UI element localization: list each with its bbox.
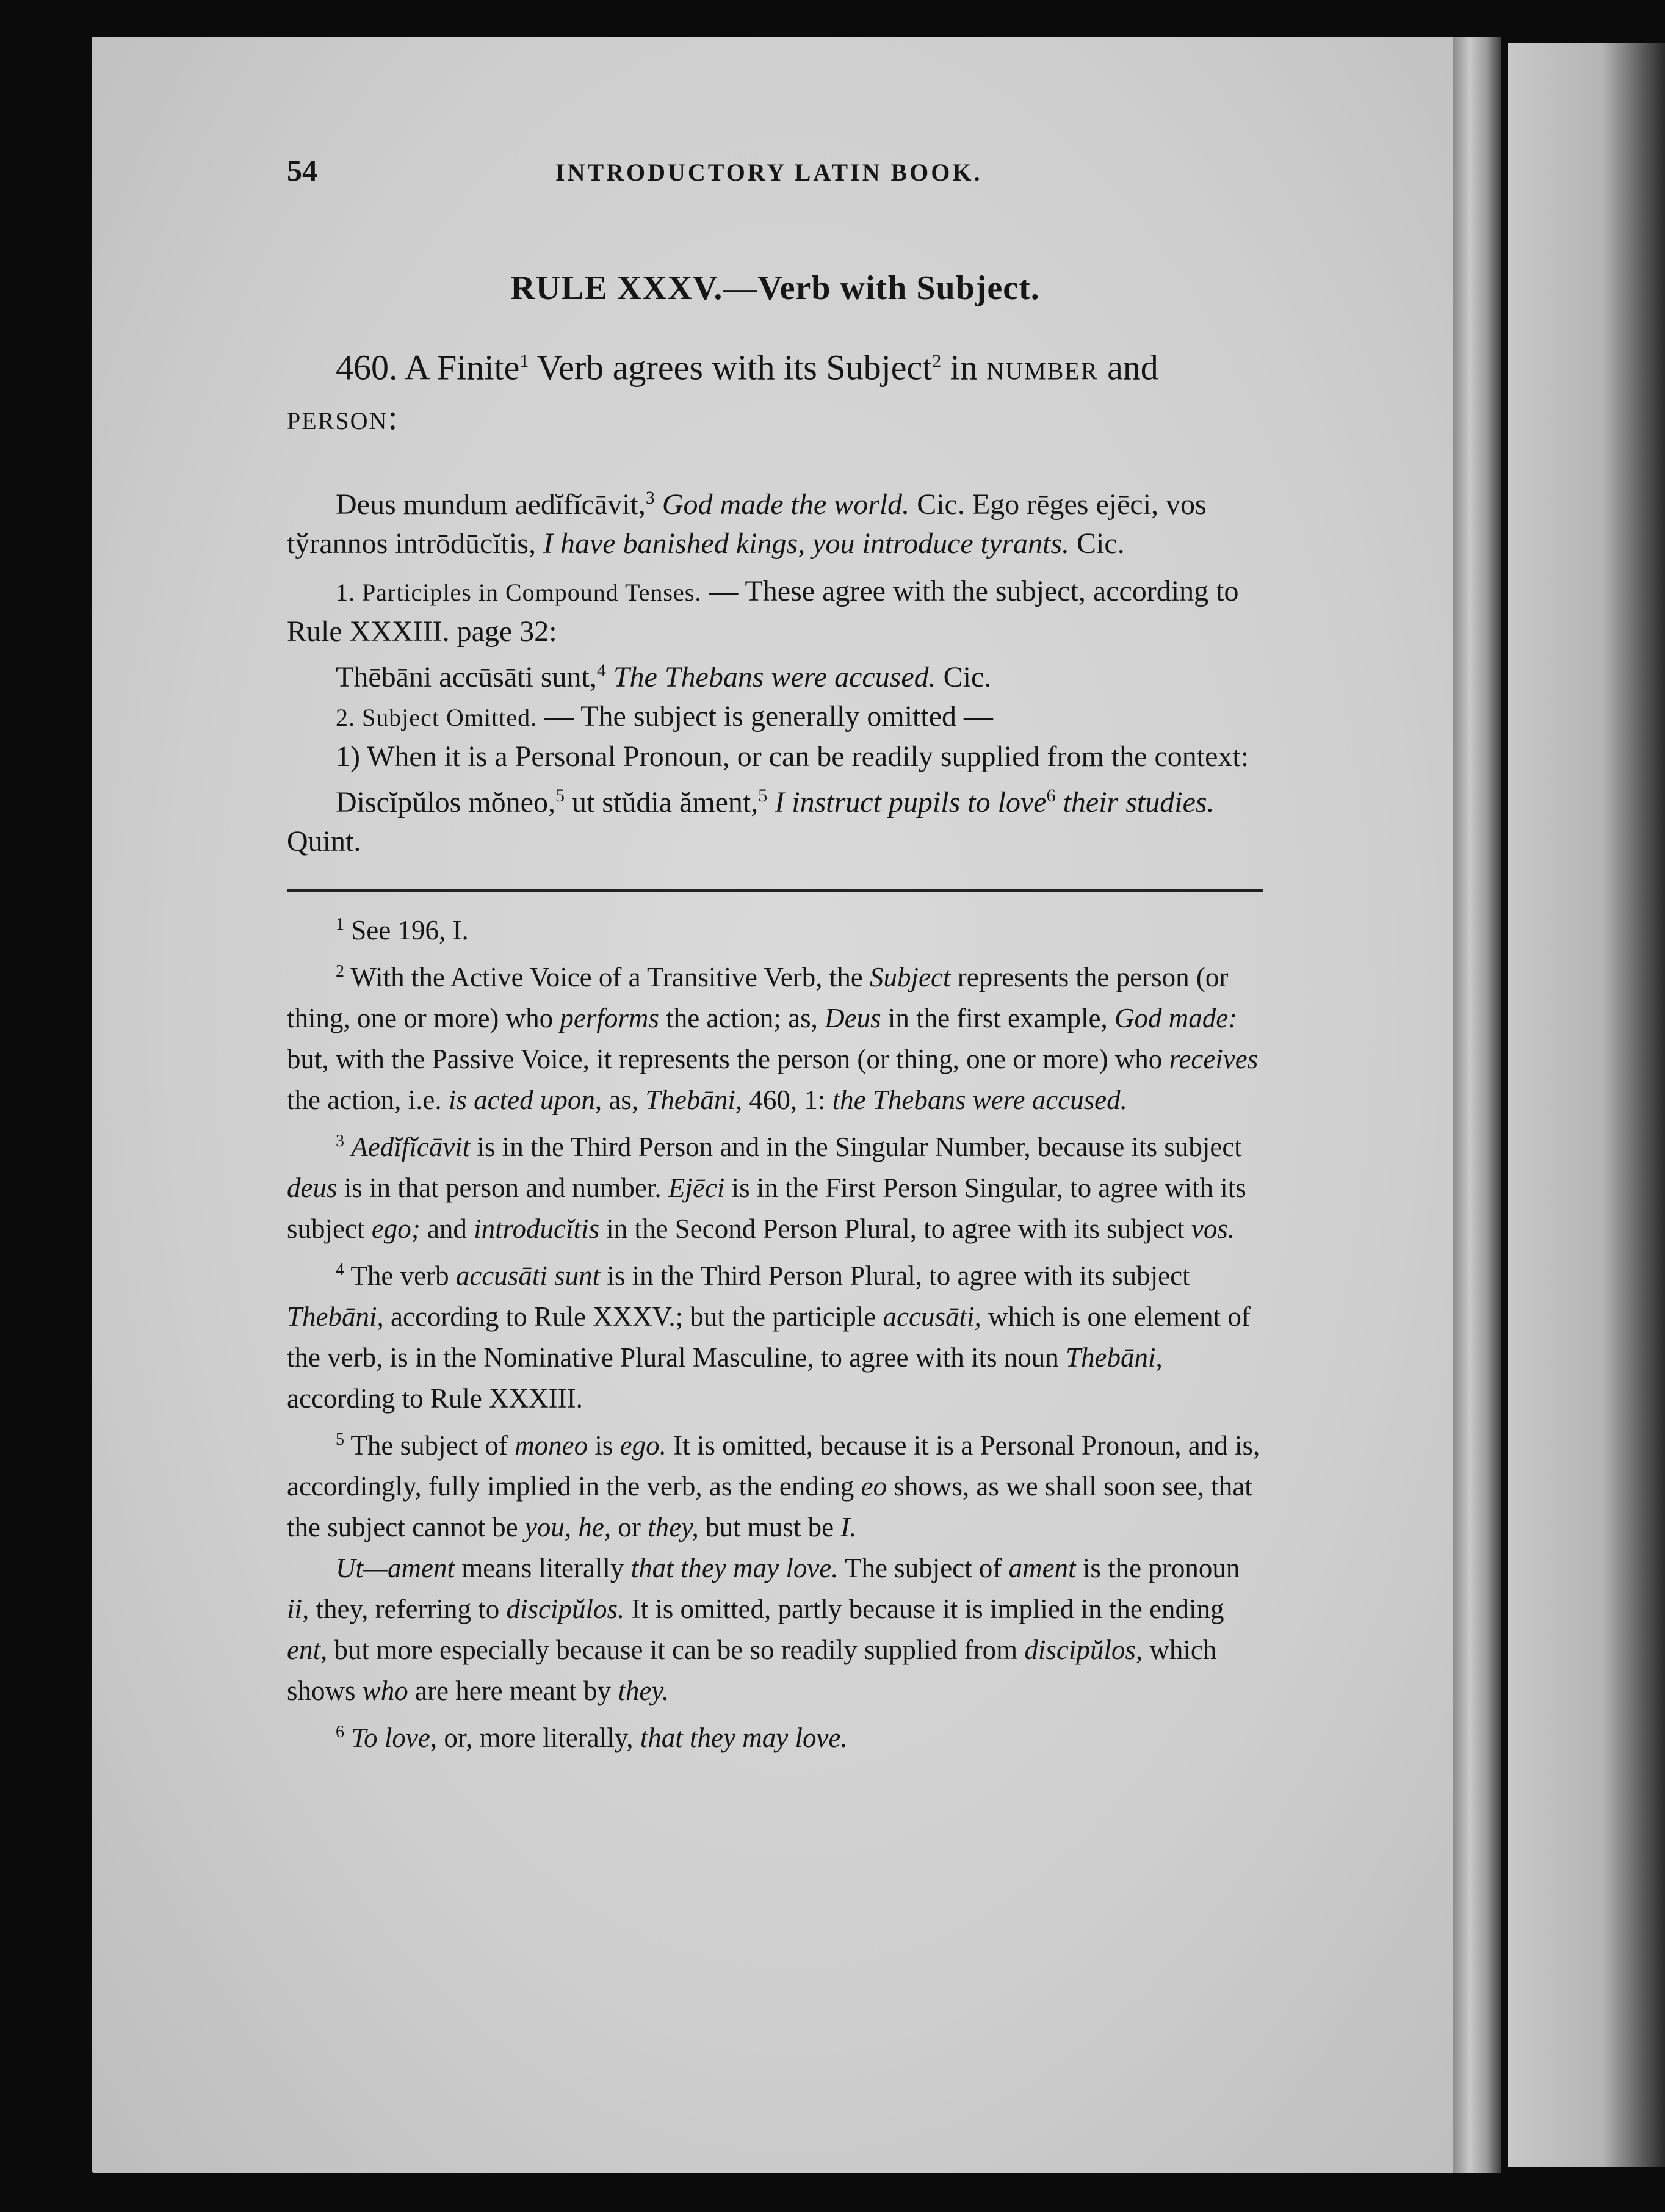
page-content: [287, 153, 1263, 1758]
footnote-italic: Thebāni,: [287, 1301, 384, 1332]
footnote-italic: they.: [618, 1675, 670, 1707]
example-1: [287, 479, 1263, 563]
footnote-divider: [287, 889, 1263, 892]
footnote-italic: Aedĭfĭcāvit: [351, 1132, 471, 1163]
footnote-text: in the first example,: [881, 1003, 1114, 1034]
footnote-italic: performs: [560, 1003, 659, 1034]
footnote-italic: accusāti sunt: [455, 1260, 601, 1292]
rule-statement: [287, 338, 1263, 444]
translation: The Thebans were accused.: [605, 661, 936, 694]
footnote-italic: they,: [648, 1512, 699, 1543]
latin-text: Discĭpŭlos mŏneo,: [336, 786, 555, 819]
footnote-text: are here meant by: [408, 1675, 618, 1707]
latin-text: Deus mundum aedĭfĭcāvit,: [336, 488, 646, 521]
section-label: 1. Participles in Compound Tenses.: [336, 579, 702, 607]
footnote-italic: that they may love.: [640, 1722, 848, 1754]
footnote-number: 5: [336, 1430, 344, 1450]
footnote-ref: 5: [555, 786, 565, 806]
footnote-text: which is one element of the verb, is in the Nominative Plural Masculine, to agree with its noun: [287, 1301, 1251, 1373]
footnote-text: and: [420, 1213, 474, 1245]
footnote-italic: Ejēci: [668, 1173, 725, 1204]
footnote-text: , or, more literally,: [430, 1722, 640, 1754]
footnote-italic: that they may love.: [630, 1553, 839, 1584]
footnote-text: they, referring to: [309, 1594, 507, 1625]
footnote-italic: ego.: [619, 1430, 666, 1461]
footnote-text: but must be: [698, 1512, 841, 1543]
page-number: 54: [287, 153, 317, 187]
footnote-italic: deus: [287, 1173, 338, 1204]
section-2-1: 1) When it is a Personal Pronoun, or can be readily supplied from the context:: [336, 740, 1249, 773]
rule-lead: 460. A Finite: [336, 347, 520, 388]
footnote-text: in the Second Person Plural, to agree with its subject: [599, 1213, 1191, 1245]
page-header: [287, 153, 1263, 201]
footnote-text: but more especially because it can be so readily supplied from: [327, 1635, 1025, 1666]
footnote-number: 3: [336, 1132, 344, 1151]
footnote-ref: 2: [932, 351, 942, 371]
footnote-italic: discipŭlos.: [506, 1594, 625, 1625]
footnote-text: the action, i.e.: [287, 1085, 449, 1116]
section-text: — The subject is generally omitted —: [537, 700, 994, 733]
footnote-text: according to Rule XXXV.; but the participle: [383, 1301, 883, 1332]
section-text: — These agree with the subject, according to Rule XXXIII. page 32:: [287, 575, 1239, 648]
footnote-text: represents the person (or thing, one or more) who: [287, 962, 1229, 1034]
footnote-text: which shows: [287, 1635, 1217, 1707]
footnote-italic: To love: [344, 1722, 430, 1754]
book-spine: [1453, 37, 1501, 2173]
footnote-text: The verb: [344, 1260, 456, 1292]
footnote-text: shows, as we shall soon see, that the subject cannot be: [287, 1471, 1252, 1543]
footnote-text: It is omitted, partly because it is implied in the ending: [624, 1594, 1224, 1625]
footnote-text: is in that person and number.: [337, 1173, 668, 1204]
latin-text: ut stŭdia ăment,: [564, 786, 759, 819]
footnote-text: or: [611, 1512, 648, 1543]
footnote-italic: ent,: [287, 1635, 328, 1666]
footnote-italic: Deus: [825, 1003, 881, 1034]
footnote-italic: Subject: [870, 962, 951, 993]
rule-in: in: [941, 347, 987, 388]
footnote-italic: vos.: [1191, 1213, 1235, 1245]
section-label: 2. Subject Omitted.: [336, 704, 538, 732]
footnote-ref: 5: [758, 786, 768, 806]
section-2: [287, 697, 1263, 737]
translation: I instruct pupils to love: [767, 786, 1047, 819]
footnote-text: It is omitted, because it is a Personal Pronoun, and is, accordingly, fully implied in the verb, as the ending: [287, 1430, 1260, 1502]
footnote-ref: 3: [645, 488, 655, 508]
rule-mid: Verb agrees with its Subject: [529, 347, 933, 388]
footnote-text: is in the First Person Singular, to agree with its subject: [287, 1173, 1246, 1245]
footnote-italic: God made:: [1114, 1003, 1238, 1034]
translation: I have banished kings, you introduce tyrants.: [535, 527, 1070, 560]
latin-text: Cic. Ego rēges ejēci, vos tўrannos intrōdūcĭtis,: [287, 488, 1207, 560]
small-caps-number: NUMBER: [986, 357, 1099, 385]
footnote-text: With the Active Voice of a Transitive Verb, the: [344, 962, 870, 993]
footnote-text: means literally: [455, 1553, 631, 1584]
footnote-italic: I.: [840, 1512, 857, 1543]
footnote-italic: ii,: [287, 1594, 309, 1625]
footnote-italic: Ut—ament: [336, 1553, 455, 1584]
footnote-text: The subject of: [838, 1553, 1009, 1584]
footnote-italic: you, he,: [524, 1512, 612, 1543]
footnote-2: [287, 951, 1263, 1121]
footnote-italic: discipŭlos,: [1024, 1635, 1143, 1666]
footnote-text: is the pronoun: [1075, 1553, 1240, 1584]
footnote-1: [287, 904, 1263, 951]
rule-end: :: [388, 397, 398, 438]
footnote-text: the action; as,: [659, 1003, 825, 1034]
footnote-5: [287, 1419, 1263, 1548]
footnote-text: but, with the Passive Voice, it represents the person (or thing, one or more) who: [287, 1044, 1169, 1075]
footnote-italic: is acted upon: [448, 1085, 595, 1116]
rule-title: RULE XXXV.—Verb with Subject.: [510, 269, 1040, 307]
footnote-text: is in the Third Person and in the Singular Number, because its subject: [470, 1132, 1242, 1163]
footnote-number: 4: [336, 1260, 344, 1280]
footnote-number: 2: [336, 962, 344, 981]
footnote-italic: ego;: [371, 1213, 421, 1245]
footnote-text: 460, 1:: [742, 1085, 832, 1116]
small-caps-person: PERSON: [287, 407, 388, 435]
section-1: [287, 572, 1263, 651]
example-3: [287, 776, 1263, 861]
footnote-italic: Thebāni,: [1066, 1342, 1163, 1373]
example-2: [287, 651, 1263, 697]
footnote-italic: the Thebans were accused.: [832, 1085, 1127, 1116]
footnote-italic: receives: [1169, 1044, 1259, 1075]
footnote-italic: introducĭtis: [474, 1213, 600, 1245]
footnote-6: [287, 1711, 1263, 1758]
footnote-italic: accusāti,: [883, 1301, 981, 1332]
footnote-text: is in the Third Person Plural, to agree with its subject: [600, 1260, 1190, 1292]
footnote-text: See 196, I.: [344, 915, 469, 946]
footnote-3: [287, 1121, 1263, 1249]
running-head: INTRODUCTORY LATIN BOOK.: [555, 159, 983, 186]
footnote-number: 1: [336, 915, 344, 934]
footnote-5-continued: [287, 1548, 1263, 1711]
footnote-italic: ament: [1008, 1553, 1076, 1584]
footnote-italic: eo: [861, 1471, 887, 1502]
citation: Cic.: [936, 661, 992, 694]
citation: Quint.: [287, 825, 361, 858]
footnote-ref: 4: [596, 660, 606, 681]
footnote-italic: who: [362, 1675, 408, 1707]
citation: Cic.: [1069, 527, 1125, 560]
footnote-ref: 6: [1046, 786, 1056, 806]
footnote-text: according to Rule XXXIII.: [287, 1383, 583, 1414]
rule-and: and: [1098, 347, 1158, 388]
footnote-italic: Thebāni,: [645, 1085, 743, 1116]
translation: God made the world.: [654, 488, 910, 521]
footnote-text: The subject of: [344, 1430, 515, 1461]
footnote-italic: moneo: [515, 1430, 588, 1461]
footnote-4: [287, 1249, 1263, 1419]
facing-page-edge: [1508, 43, 1665, 2167]
footnote-ref: 1: [519, 351, 529, 371]
translation: their studies.: [1055, 786, 1215, 819]
footnote-text: is: [588, 1430, 620, 1461]
footnote-number: 6: [336, 1722, 344, 1742]
footnote-text: , as,: [594, 1085, 646, 1116]
latin-text: Thēbāni accūsāti sunt,: [336, 661, 597, 694]
